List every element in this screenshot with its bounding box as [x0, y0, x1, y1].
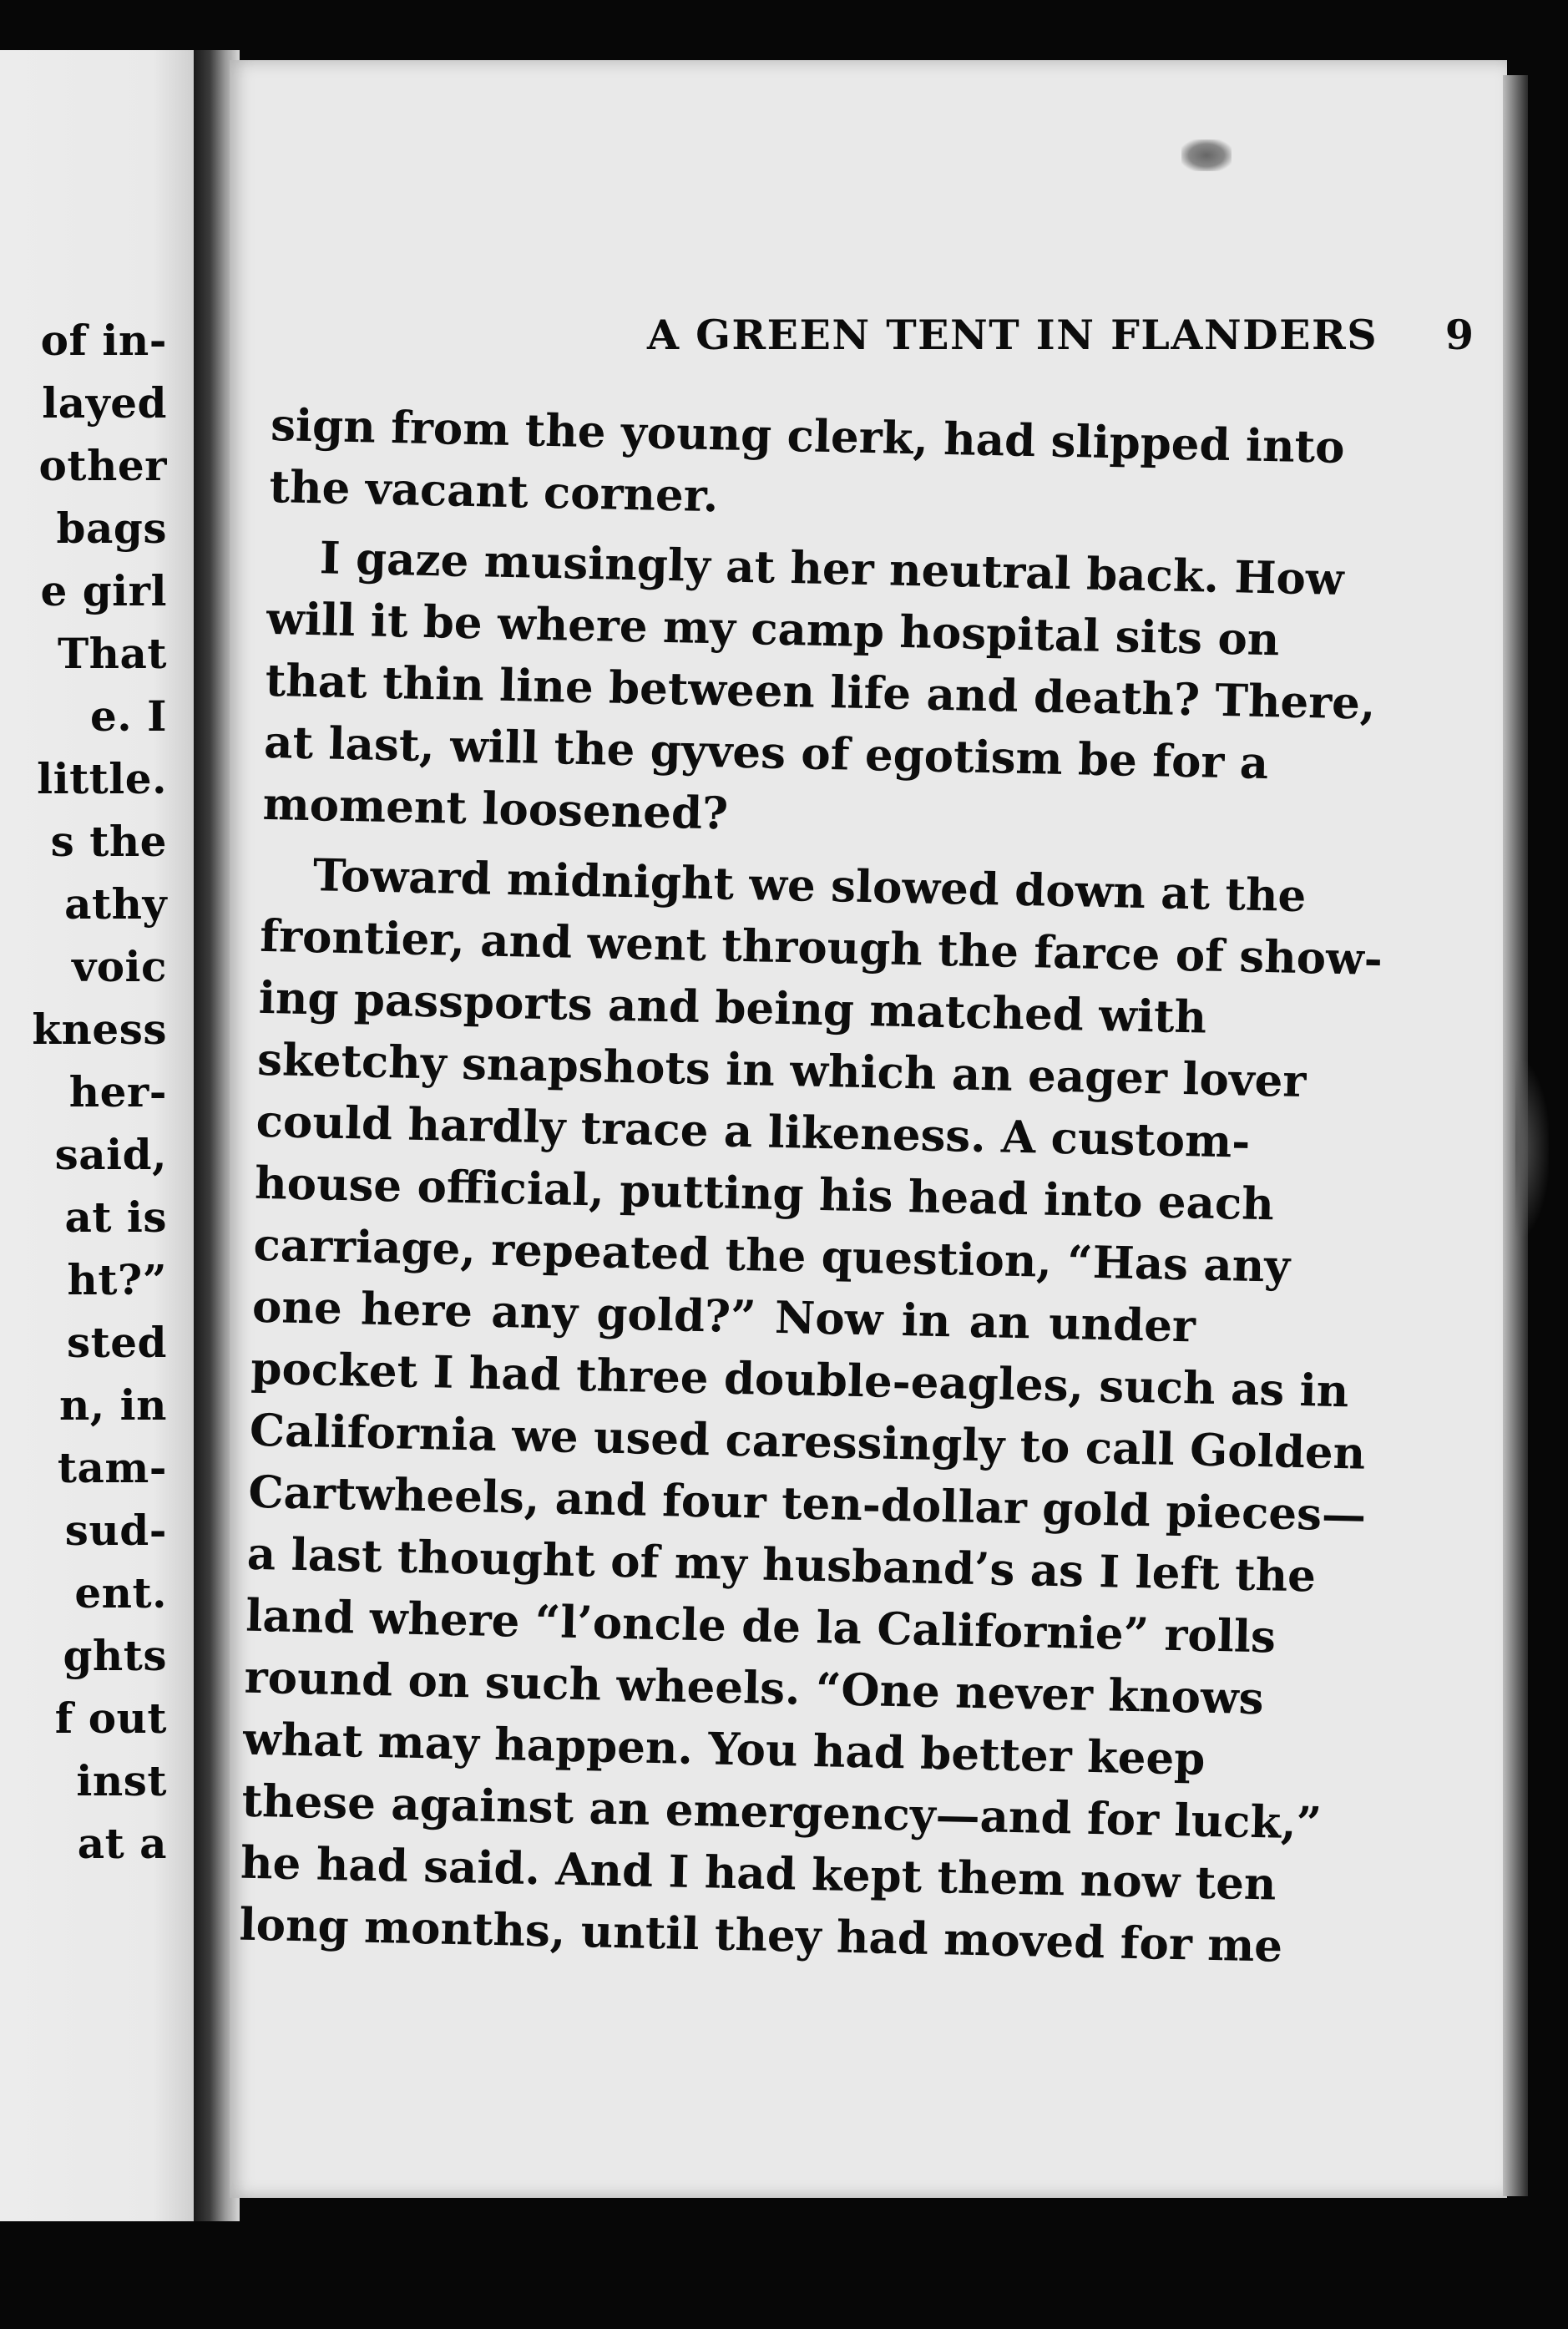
- binding-mark: [1181, 139, 1232, 171]
- text-line: Cartwheels, and four ten-dollar gold pieces—: [247, 1466, 1367, 1542]
- text-line: the vacant corner.: [269, 460, 719, 523]
- text-line: land where “l’oncle de la Californie” rolls: [245, 1589, 1277, 1663]
- previous-page-fragment: [0, 50, 219, 2221]
- previous-page-line: other: [38, 441, 167, 490]
- previous-page-line: little.: [37, 754, 167, 803]
- page-number: 9: [1444, 311, 1474, 359]
- previous-page-line: ht?”: [67, 1255, 167, 1304]
- previous-page-line: of in-: [40, 316, 167, 365]
- text-line: he had said. And I had kept them now ten: [240, 1836, 1277, 1911]
- previous-page-line: at is: [64, 1192, 167, 1242]
- text-line: frontier, and went through the farce of show-: [259, 909, 1383, 986]
- text-line: house official, putting his head into each: [254, 1157, 1275, 1231]
- text-line: I gaze musingly at her neutral back. How: [319, 532, 1345, 605]
- text-line: that thin line between life and death? There,: [265, 654, 1376, 730]
- page-header: [413, 311, 1474, 377]
- text-line: Toward midnight we slowed down at the: [312, 849, 1307, 923]
- previous-page-line: ent.: [74, 1568, 167, 1618]
- previous-page-line: kness: [32, 1005, 167, 1054]
- previous-page-line: sud-: [64, 1506, 167, 1555]
- previous-page-line: ghts: [63, 1631, 167, 1680]
- text-line: a last thought of my husband’s as I left the: [246, 1527, 1317, 1602]
- text-line: long months, until they had moved for me: [238, 1898, 1283, 1972]
- text-line: pocket I had three double-eagles, such as in: [250, 1342, 1349, 1418]
- text-line: these against an emergency—and for luck,”: [241, 1775, 1323, 1850]
- book-page: [230, 60, 1507, 2198]
- previous-page-line: layed: [42, 378, 167, 428]
- text-line: will it be where my camp hospital sits on: [266, 592, 1280, 666]
- text-line: sign from the young clerk, had slipped into: [270, 398, 1346, 473]
- text-line: sketchy snapshots in which an eager lover: [256, 1033, 1307, 1108]
- previous-page-line: n, in: [58, 1380, 167, 1430]
- previous-page-line: said,: [54, 1130, 167, 1179]
- previous-page-line: voic: [72, 942, 167, 991]
- text-line: what may happen. You had better keep: [242, 1713, 1206, 1785]
- previous-page-text: [0, 309, 167, 1875]
- previous-page-line: at a: [77, 1819, 167, 1868]
- previous-page-line: e girl: [40, 566, 167, 615]
- previous-page-line: That: [57, 629, 167, 678]
- previous-page-line: s the: [50, 817, 167, 866]
- page-clip-mark: [1515, 1061, 1549, 1236]
- previous-page-line: e. I: [89, 691, 167, 741]
- text-line: moment loosened?: [262, 777, 729, 840]
- text-line: could hardly trace a likeness. A custom-: [255, 1095, 1251, 1168]
- text-line: one here any gold?” Now in an under: [251, 1280, 1196, 1353]
- text-line: carriage, repeated the question, “Has any: [253, 1218, 1291, 1293]
- previous-page-line: f out: [54, 1694, 167, 1743]
- text-line: round on such wheels. “One never knows: [244, 1651, 1265, 1725]
- page-body-text: [238, 394, 1383, 1975]
- previous-page-line: bags: [56, 504, 167, 553]
- text-line: at last, will the gyves of egotism be for a: [263, 716, 1269, 790]
- previous-page-line: her-: [68, 1067, 167, 1116]
- text-line: ing passports and being matched with: [258, 971, 1207, 1044]
- running-title: A GREEN TENT IN FLANDERS: [647, 311, 1378, 359]
- previous-page-line: sted: [66, 1318, 167, 1367]
- previous-page-line: inst: [76, 1756, 167, 1805]
- previous-page-line: athy: [64, 879, 167, 929]
- text-line: California we used caressingly to call Golden: [249, 1404, 1366, 1480]
- previous-page-line: tam-: [57, 1443, 167, 1492]
